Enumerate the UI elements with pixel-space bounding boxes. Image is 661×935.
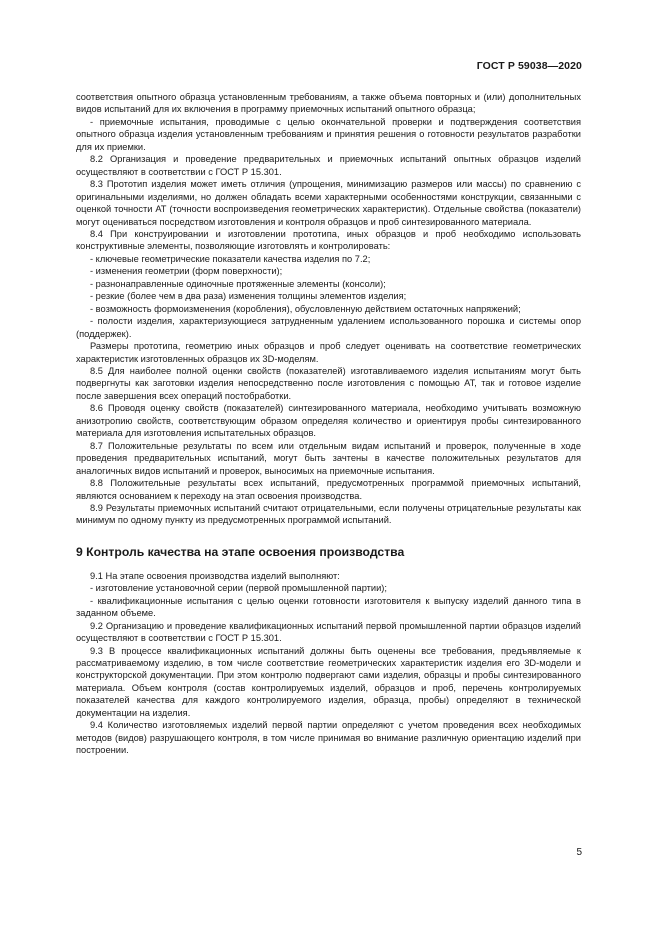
list-item: - ключевые геометрические показатели качества изделия по 7.2;: [90, 253, 371, 264]
paragraph: 8.6 Проводя оценку свойств (показателей) синтезированного материала, необходимо учитывать возможную анизотропию свойств, соответствующим образом определяя количество и ориентируя пробы синтезированного материала для изготовления испытательных образцов.: [76, 403, 581, 439]
paragraph: 8.4 При конструировании и изготовлении прототипа, иных образцов и проб необходимо использовать конструктивные элементы, позволяющие изготовлять и контролировать:: [76, 228, 581, 252]
paragraph: 8.3 Прототип изделия может иметь отличия (упрощения, минимизацию размеров или массы) по сравнению с оригинальными изделиями, но должен обладать всеми характерными особенностями конструкции, связанными с оценкой точности АТ (точности воспроизведения геометрических характеристик). Отдельные свойства (показатели) могут оцениваться посредством изготовления и контроля образцов и проб синтезированного материала.: [76, 179, 581, 227]
list-item: - разнонаправленные одиночные протяженные элементы (консоли);: [90, 278, 386, 289]
document-header: ГОСТ Р 59038—2020: [476, 60, 582, 72]
list-item: - полости изделия, характеризующиеся затрудненным удалением использованного порошка и системы опор (поддержек).: [76, 316, 581, 339]
list-item: - изготовление установочной серии (первой промышленной партии);: [90, 583, 387, 594]
list-item: - приемочные испытания, проводимые с целью окончательной проверки и подтверждения соответствия опытного образца изделия установленным требованиям и принятия решения о готовности результатов разработки для их приемки.: [76, 116, 581, 152]
section-heading: 9 Контроль качества на этапе освоения производства: [76, 544, 405, 559]
list-item: - квалификационные испытания с целью оценки готовности изготовителя к выпуску изделий данного типа в заданном объеме.: [76, 595, 581, 619]
paragraph: 8.8 Положительные результаты всех испытаний, предусмотренных программой приемочных испытаний, являются основанием к переходу на этап освоения производства.: [76, 478, 581, 501]
list-item: - резкие (более чем в два раза) изменения толщины элементов изделия;: [90, 291, 407, 302]
document-body: [76, 91, 581, 757]
list-item: - возможность формоизменения (коробления), обусловленную действием остаточных напряжений;: [90, 303, 521, 314]
list-item: - изменения геометрии (форм поверхности);: [90, 266, 283, 277]
page-number: 5: [576, 847, 582, 858]
paragraph: Размеры прототипа, геометрию иных образцов и проб следует оценивать на соответствие геометрических характеристик изготовленных образцов их 3D-моделям.: [76, 341, 581, 364]
paragraph: 8.5 Для наиболее полной оценки свойств (показателей) изготавливаемого изделия испытаниям могут быть подвергнуты как заготовки изделия непосредственно после изготовления с помощью АТ, так и готовое изделие после завершения всех операций постобработки.: [76, 365, 581, 401]
paragraph: 9.1 На этапе освоения производства изделий выполняют:: [90, 570, 340, 581]
paragraph: 9.2 Организацию и проведение квалификационных испытаний первой промышленной партии образцов изделий осуществляют в соответствии с ГОСТ Р 15.301.: [76, 620, 581, 644]
paragraph: 8.7 Положительные результаты по всем или отдельным видам испытаний и проверок, полученные в ходе проведения предварительных испытаний, могут быть зачтены в качестве положительных результатов для аналогичных видов испытаний и проверок, выносимых на приемочные испытания.: [76, 440, 581, 476]
paragraph: 8.2 Организация и проведение предварительных и приемочных испытаний опытных образцов изделий осуществляют в соответствии с ГОСТ Р 15.301.: [76, 154, 581, 177]
paragraph: 8.9 Результаты приемочных испытаний считают отрицательными, если получены отрицательные результаты как минимум по одному пункту из предусмотренных программой испытаний.: [76, 502, 581, 526]
paragraph: 9.4 Количество изготовляемых изделий первой партии определяют с учетом проведения всех необходимых методов (видов) разрушающего контроля, в том числе принимая во внимание различную ориентацию изделий при построении.: [76, 720, 581, 756]
paragraph: соответствия опытного образца установленным требованиям, а также объема повторных и (или) дополнительных видов испытаний для их включения в программу приемочных испытаний опытного образца;: [76, 92, 581, 115]
paragraph: 9.3 В процессе квалификационных испытаний должны быть оценены все требования, предъявляемые к рассматриваемому изделию, в том числе соответствие геометрических характеристик изделия его 3D-модели и конструкторской документации. При этом контролю подвергают сами изделия, образцы и пробы синтезированного материала. Объем контроля (состав контролируемых изделий, образцов и проб, перечень контролируемых показателей качества для каждого контролируемого изделия, образца, пробы) определяют в технической документации на изделия.: [76, 645, 581, 718]
